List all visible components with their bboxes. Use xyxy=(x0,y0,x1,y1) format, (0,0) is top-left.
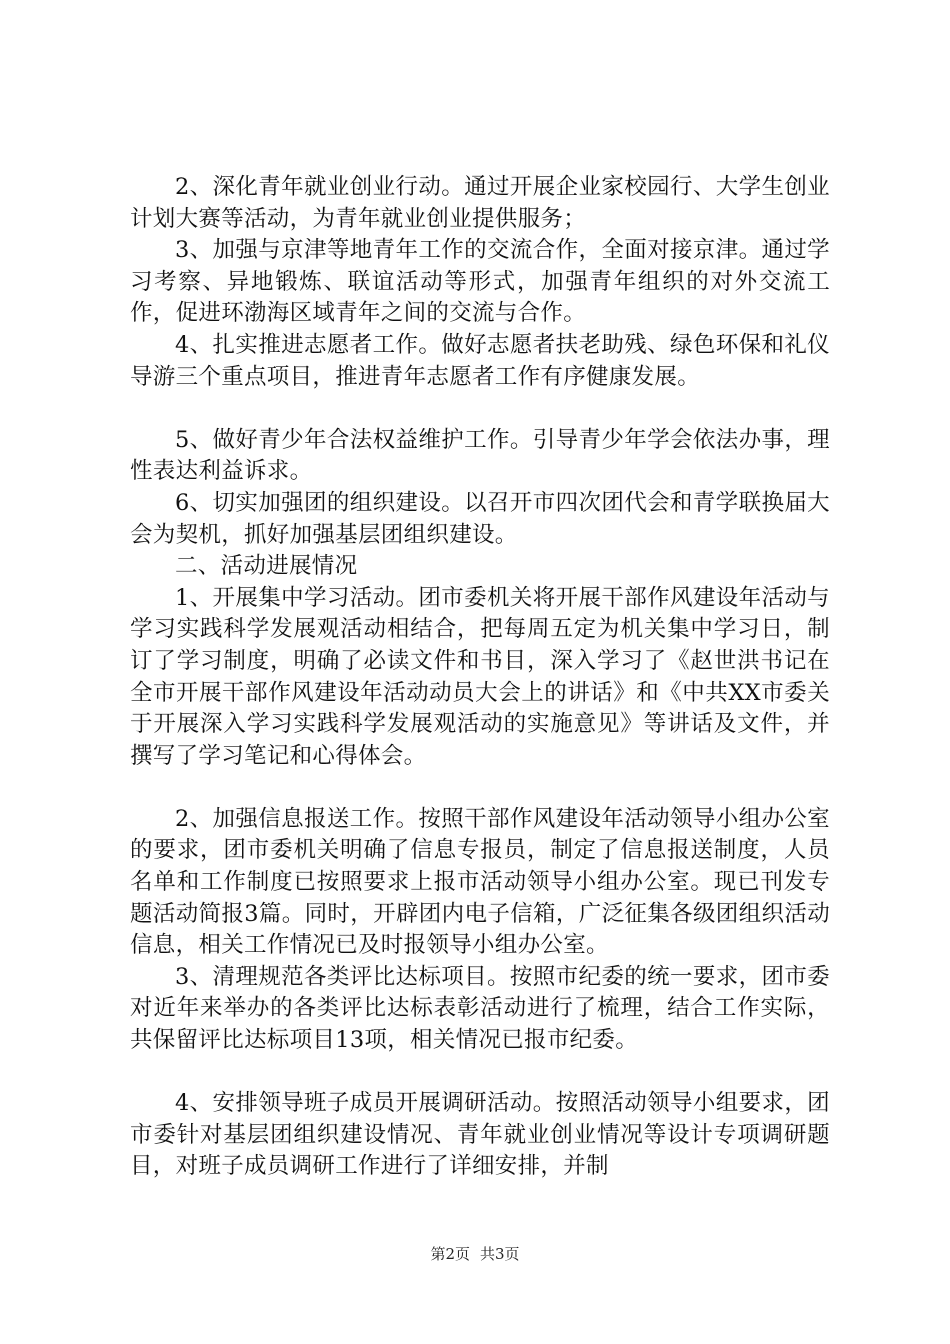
page-footer xyxy=(0,1244,950,1264)
paragraph: 4、安排领导班子成员开展调研活动。按照活动领导小组要求，团市委针对基层团组织建设情况、青年就业创业情况等设计专项调研题目，对班子成员调研工作进行了详细安排，并制 xyxy=(130,1090,830,1180)
paragraph: 1、开展集中学习活动。团市委机关将开展干部作风建设年活动与学习实践科学发展观活动相结合，把每周五定为机关集中学习日，制订了学习制度，明确了必读文件和书目，深入学习了《赵世洪书记在全市开展干部作风建设年活动动员大会上的讲话》和《中共XX市委关于开展深入学习实践科学发展观活动的实施意见》等讲话及文件，并撰写了学习笔记和心得体会。 xyxy=(130,584,830,769)
paragraph: 5、做好青少年合法权益维护工作。引导青少年学会依法办事，理性表达利益诉求。 xyxy=(130,426,830,485)
paragraph: 2、深化青年就业创业行动。通过开展企业家校园行、大学生创业计划大赛等活动，为青年就业创业提供服务； xyxy=(130,174,830,232)
page-total: 共3页 xyxy=(480,1245,520,1263)
page-number: 第2页 xyxy=(430,1245,470,1263)
paragraph: 4、扎实推进志愿者工作。做好志愿者扶老助残、绿色环保和礼仪导游三个重点项目，推进青年志愿者工作有序健康发展。 xyxy=(130,331,830,390)
paragraph: 2、加强信息报送工作。按照干部作风建设年活动领导小组办公室的要求，团市委机关明确了信息专报员，制定了信息报送制度，人员名单和工作制度已按照要求上报市活动领导小组办公室。现已刊发专题活动简报3篇。同时，开辟团内电子信箱，广泛征集各级团组织活动信息，相关工作情况已及时报领导小组办公室。 xyxy=(130,805,830,959)
paragraph: 3、清理规范各类评比达标项目。按照市纪委的统一要求，团市委对近年来举办的各类评比达标表彰活动进行了梳理，结合工作实际，共保留评比达标项目13项，相关情况已报市纪委。 xyxy=(130,963,830,1054)
document-body xyxy=(130,172,830,1183)
paragraph: 3、加强与京津等地青年工作的交流合作，全面对接京津。通过学习考察、异地锻炼、联谊活动等形式，加强青年组织的对外交流工作，促进环渤海区域青年之间的交流与合作。 xyxy=(130,237,830,327)
section-heading: 二、活动进展情况 xyxy=(175,553,358,580)
paragraph: 6、切实加强团的组织建设。以召开市四次团代会和青学联换届大会为契机，抓好加强基层团组织建设。 xyxy=(130,489,830,548)
